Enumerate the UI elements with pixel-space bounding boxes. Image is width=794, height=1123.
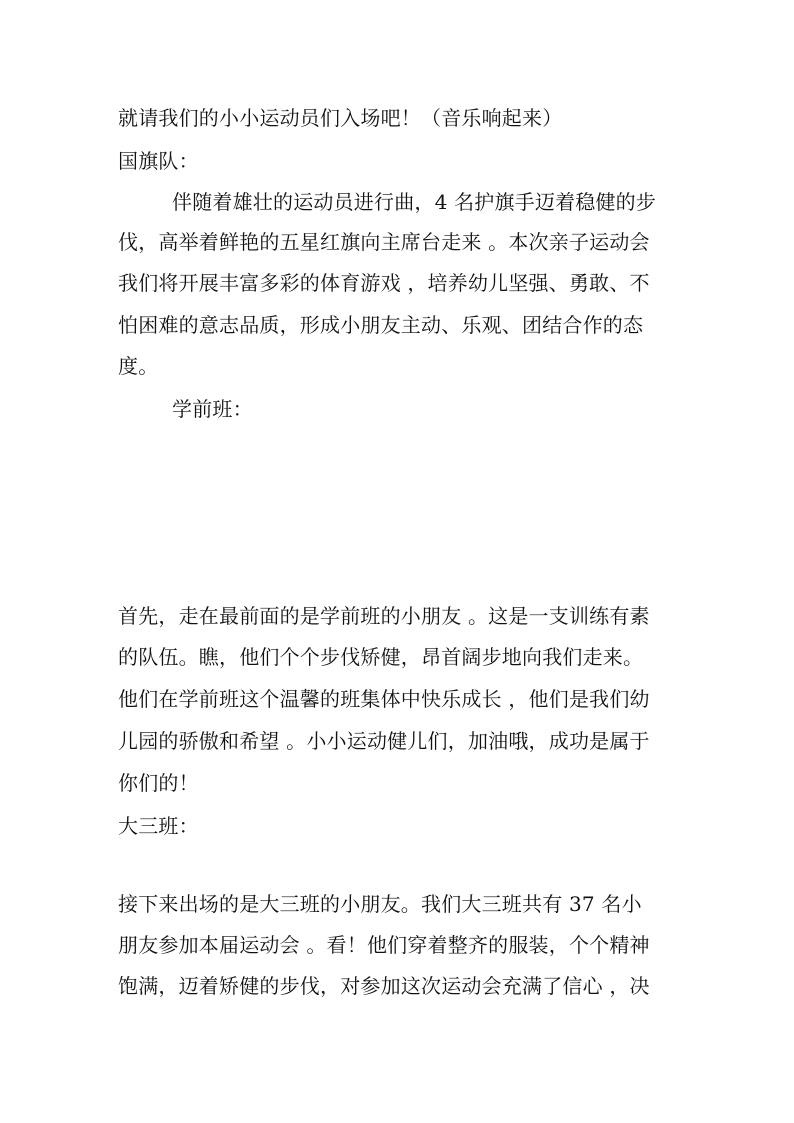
paragraph-line: 他们在学前班这个温馨的班集体中快乐成长 ，他们是我们幼 <box>118 687 650 711</box>
paragraph-line: 朋友参加本届运动会 。看！他们穿着整齐的服装，个个精神 <box>118 933 650 957</box>
paragraph-line: 我们将开展丰富多彩的体育游戏 ，培养幼儿坚强、勇敢、不 <box>118 271 650 295</box>
paragraph-line: 首先，走在最前面的是学前班的小朋友 。这是一支训练有素 <box>118 604 650 628</box>
paragraph-line: 饱满，迈着矫健的步伐，对参加这次运动会充满了信心 ，决 <box>118 974 650 998</box>
section-heading-class-3: 大三班： <box>118 814 199 838</box>
paragraph-line: 儿园的骄傲和希望 。小小运动健儿们，加油哦，成功是属于 <box>118 729 650 753</box>
section-heading-flag-team: 国旗队： <box>118 149 199 173</box>
intro-line: 就请我们的小小运动员们入场吧！（音乐响起来） <box>118 106 563 130</box>
paragraph-line: 你们的！ <box>118 771 199 795</box>
paragraph-line: 怕困难的意志品质，形成小朋友主动、乐观、团结合作的态 <box>118 313 644 337</box>
paragraph-line: 的队伍。瞧，他们个个步伐矫健，昂首阔步地向我们走来。 <box>118 645 644 669</box>
paragraph-line: 伐，高举着鲜艳的五星红旗向主席台走来 。本次亲子运动会 <box>118 230 650 254</box>
paragraph-line: 接下来出场的是大三班的小朋友。我们大三班共有 37 名小 <box>118 892 642 916</box>
paragraph-line: 伴随着雄壮的运动员进行曲，4 名护旗手迈着稳健的步 <box>172 190 657 214</box>
section-heading-preschool: 学前班： <box>172 397 253 421</box>
paragraph-line: 度。 <box>118 354 159 378</box>
